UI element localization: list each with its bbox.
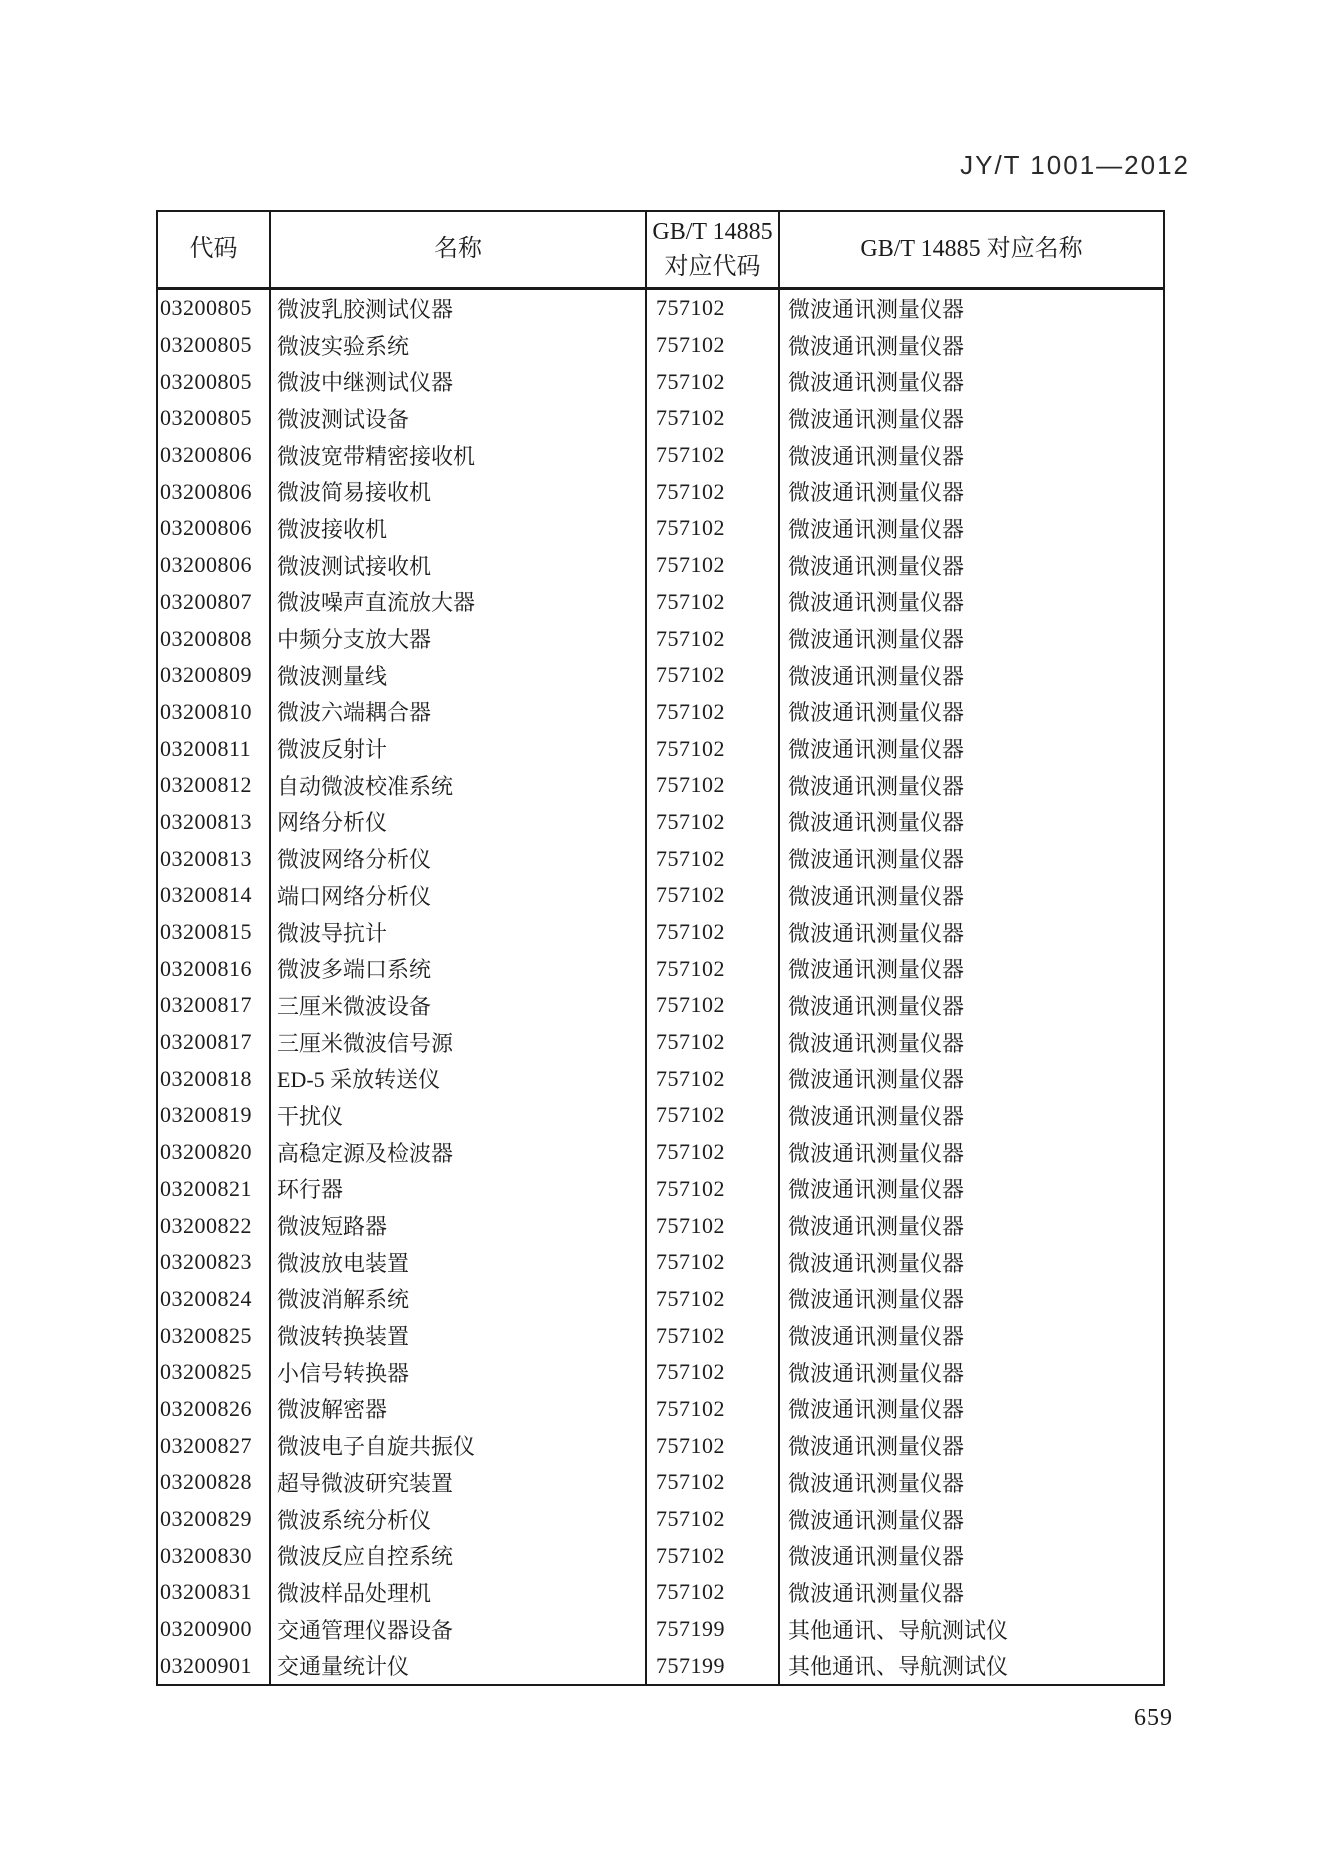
cell-gb-name: 其他通讯、导航测试仪 — [779, 1647, 1164, 1685]
cell-gb-name: 微波通讯测量仪器 — [779, 547, 1164, 584]
cell-gb-name: 其他通讯、导航测试仪 — [779, 1611, 1164, 1648]
cell-gb-code: 757102 — [646, 914, 779, 951]
table-row — [157, 877, 1164, 914]
cell-name: 微波导抗计 — [270, 914, 646, 951]
cell-gb-name: 微波通讯测量仪器 — [779, 1501, 1164, 1538]
cell-code: 03200813 — [160, 845, 252, 871]
cell-gb-code: 757102 — [646, 877, 779, 914]
cell-gb-code: 757199 — [646, 1611, 779, 1648]
cell-name: 小信号转换器 — [270, 1354, 646, 1391]
cell-code: 03200805 — [160, 405, 252, 431]
cell-code: 03200806 — [160, 442, 252, 468]
cell-gb-code: 757102 — [646, 1281, 779, 1318]
cell-gb-code: 757102 — [646, 1391, 779, 1428]
cell-gb-code: 757102 — [646, 363, 779, 400]
cell-name: 微波系统分析仪 — [270, 1501, 646, 1538]
cell-code: 03200828 — [160, 1469, 252, 1495]
cell-name: 微波宽带精密接收机 — [270, 437, 646, 474]
cell-name: ED-5 采放转送仪 — [270, 1060, 646, 1097]
cell-name: 网络分析仪 — [270, 804, 646, 841]
cell-code: 03200812 — [160, 772, 252, 798]
cell-gb-name: 微波通讯测量仪器 — [779, 1207, 1164, 1244]
cell-gb-name: 微波通讯测量仪器 — [779, 1281, 1164, 1318]
table-row — [157, 1574, 1164, 1611]
cell-code: 03200805 — [160, 368, 252, 394]
cell-code: 03200814 — [160, 882, 252, 908]
cell-code: 03200815 — [160, 919, 252, 945]
cell-name: 微波实验系统 — [270, 327, 646, 364]
cell-gb-code: 757102 — [646, 1244, 779, 1281]
cell-code: 03200806 — [160, 478, 252, 504]
cell-name: 微波噪声直流放大器 — [270, 584, 646, 621]
cell-gb-code: 757102 — [646, 584, 779, 621]
cell-name: 三厘米微波设备 — [270, 987, 646, 1024]
cell-gb-code: 757102 — [646, 1574, 779, 1611]
cell-gb-code: 757102 — [646, 1171, 779, 1208]
cell-gb-name: 微波通讯测量仪器 — [779, 1354, 1164, 1391]
cell-gb-name: 微波通讯测量仪器 — [779, 437, 1164, 474]
cell-gb-name: 微波通讯测量仪器 — [779, 400, 1164, 437]
cell-name: 微波接收机 — [270, 510, 646, 547]
cell-gb-name: 微波通讯测量仪器 — [779, 1537, 1164, 1574]
cell-gb-name: 微波通讯测量仪器 — [779, 730, 1164, 767]
cell-code: 03200827 — [160, 1432, 252, 1458]
table-row — [157, 767, 1164, 804]
cell-name: 微波简易接收机 — [270, 473, 646, 510]
cell-gb-name: 微波通讯测量仪器 — [779, 1060, 1164, 1097]
cell-code: 03200805 — [160, 295, 252, 321]
cell-gb-name: 微波通讯测量仪器 — [779, 584, 1164, 621]
cell-gb-code: 757102 — [646, 1317, 779, 1354]
cell-gb-code: 757102 — [646, 950, 779, 987]
table-row — [157, 1464, 1164, 1501]
cell-gb-name: 微波通讯测量仪器 — [779, 1317, 1164, 1354]
cell-gb-name: 微波通讯测量仪器 — [779, 327, 1164, 364]
table-row — [157, 1171, 1164, 1208]
table-row — [157, 694, 1164, 731]
table-row — [157, 289, 1164, 327]
cell-name: 交通量统计仪 — [270, 1647, 646, 1685]
cell-gb-code: 757102 — [646, 1097, 779, 1134]
cell-gb-code: 757102 — [646, 1060, 779, 1097]
cell-name: 交通管理仪器设备 — [270, 1611, 646, 1648]
cell-gb-name: 微波通讯测量仪器 — [779, 1464, 1164, 1501]
cell-name: 微波中继测试仪器 — [270, 363, 646, 400]
table-row — [157, 510, 1164, 547]
cell-gb-code: 757102 — [646, 473, 779, 510]
table-row — [157, 400, 1164, 437]
cell-code: 03200825 — [160, 1359, 252, 1385]
cell-name: 微波六端耦合器 — [270, 694, 646, 731]
cell-gb-name: 微波通讯测量仪器 — [779, 473, 1164, 510]
cell-gb-code: 757199 — [646, 1647, 779, 1685]
cell-code: 03200809 — [160, 662, 252, 688]
cell-code: 03200808 — [160, 625, 252, 651]
cell-gb-code: 757102 — [646, 1354, 779, 1391]
cell-gb-name: 微波通讯测量仪器 — [779, 987, 1164, 1024]
cell-gb-code: 757102 — [646, 1207, 779, 1244]
cell-code: 03200816 — [160, 955, 252, 981]
cell-name: 微波样品处理机 — [270, 1574, 646, 1611]
table-row — [157, 437, 1164, 474]
cell-name: 自动微波校准系统 — [270, 767, 646, 804]
cell-gb-name: 微波通讯测量仪器 — [779, 877, 1164, 914]
cell-code: 03200831 — [160, 1579, 252, 1605]
table-row — [157, 987, 1164, 1024]
cell-gb-code: 757102 — [646, 400, 779, 437]
cell-gb-name: 微波通讯测量仪器 — [779, 950, 1164, 987]
cell-gb-code: 757102 — [646, 1464, 779, 1501]
cell-name: 干扰仪 — [270, 1097, 646, 1134]
column-header-gb-code-line1: GB/T 14885 — [652, 218, 773, 245]
cell-code: 03200807 — [160, 588, 252, 614]
cell-name: 微波转换装置 — [270, 1317, 646, 1354]
table-row — [157, 1317, 1164, 1354]
cell-gb-name: 微波通讯测量仪器 — [779, 840, 1164, 877]
cell-gb-name: 微波通讯测量仪器 — [779, 289, 1164, 327]
cell-gb-name: 微波通讯测量仪器 — [779, 1024, 1164, 1061]
table-row — [157, 1097, 1164, 1134]
cell-name: 微波消解系统 — [270, 1281, 646, 1318]
cell-gb-name: 微波通讯测量仪器 — [779, 1574, 1164, 1611]
cell-gb-name: 微波通讯测量仪器 — [779, 694, 1164, 731]
cell-code: 03200900 — [160, 1616, 252, 1642]
cell-gb-code: 757102 — [646, 1134, 779, 1171]
table-row — [157, 950, 1164, 987]
table-row — [157, 363, 1164, 400]
cell-code: 03200817 — [160, 1029, 252, 1055]
cell-gb-code: 757102 — [646, 510, 779, 547]
cell-gb-name: 微波通讯测量仪器 — [779, 804, 1164, 841]
cell-name: 高稳定源及检波器 — [270, 1134, 646, 1171]
table-row — [157, 1647, 1164, 1685]
cell-name: 微波电子自旋共振仪 — [270, 1427, 646, 1464]
table-row — [157, 1537, 1164, 1574]
cell-code: 03200821 — [160, 1175, 252, 1201]
table-row — [157, 1281, 1164, 1318]
table-row — [157, 914, 1164, 951]
cell-gb-name: 微波通讯测量仪器 — [779, 510, 1164, 547]
cell-code: 03200806 — [160, 552, 252, 578]
table-row — [157, 1611, 1164, 1648]
table-row — [157, 1207, 1164, 1244]
table-row — [157, 1501, 1164, 1538]
cell-gb-code: 757102 — [646, 1537, 779, 1574]
code-mapping-table — [156, 210, 1165, 1686]
cell-name: 微波测试接收机 — [270, 547, 646, 584]
cell-code: 03200806 — [160, 515, 252, 541]
cell-gb-name: 微波通讯测量仪器 — [779, 1244, 1164, 1281]
cell-gb-name: 微波通讯测量仪器 — [779, 363, 1164, 400]
table-row — [157, 547, 1164, 584]
cell-gb-code: 757102 — [646, 437, 779, 474]
table-row — [157, 730, 1164, 767]
table-row — [157, 657, 1164, 694]
cell-name: 微波测试设备 — [270, 400, 646, 437]
cell-code: 03200805 — [160, 332, 252, 358]
cell-gb-code: 757102 — [646, 767, 779, 804]
cell-gb-name: 微波通讯测量仪器 — [779, 620, 1164, 657]
cell-name: 微波放电装置 — [270, 1244, 646, 1281]
cell-gb-code: 757102 — [646, 730, 779, 767]
table-row — [157, 1427, 1164, 1464]
cell-gb-name: 微波通讯测量仪器 — [779, 914, 1164, 951]
cell-name: 微波网络分析仪 — [270, 840, 646, 877]
cell-code: 03200818 — [160, 1065, 252, 1091]
cell-gb-name: 微波通讯测量仪器 — [779, 657, 1164, 694]
cell-gb-name: 微波通讯测量仪器 — [779, 1427, 1164, 1464]
cell-name: 微波测量线 — [270, 657, 646, 694]
table-row — [157, 584, 1164, 621]
cell-code: 03200825 — [160, 1322, 252, 1348]
cell-gb-name: 微波通讯测量仪器 — [779, 1171, 1164, 1208]
table-row — [157, 473, 1164, 510]
column-header-gb-name: GB/T 14885 对应名称 — [779, 211, 1164, 289]
table-row — [157, 1060, 1164, 1097]
cell-name: 微波反应自控系统 — [270, 1537, 646, 1574]
cell-code: 03200824 — [160, 1285, 252, 1311]
cell-name: 三厘米微波信号源 — [270, 1024, 646, 1061]
cell-gb-name: 微波通讯测量仪器 — [779, 1134, 1164, 1171]
table-row — [157, 327, 1164, 364]
table-row — [157, 1134, 1164, 1171]
cell-code: 03200817 — [160, 992, 252, 1018]
cell-gb-code: 757102 — [646, 547, 779, 584]
cell-code: 03200822 — [160, 1212, 252, 1238]
cell-code: 03200830 — [160, 1542, 252, 1568]
cell-gb-code: 757102 — [646, 1024, 779, 1061]
cell-gb-code: 757102 — [646, 1501, 779, 1538]
cell-name: 微波解密器 — [270, 1391, 646, 1428]
cell-code: 03200819 — [160, 1102, 252, 1128]
table-row — [157, 840, 1164, 877]
cell-name: 超导微波研究装置 — [270, 1464, 646, 1501]
table-row — [157, 804, 1164, 841]
cell-code: 03200810 — [160, 698, 252, 724]
cell-name: 微波短路器 — [270, 1207, 646, 1244]
table-row — [157, 1244, 1164, 1281]
column-header-gb-code — [646, 211, 779, 289]
cell-name: 微波反射计 — [270, 730, 646, 767]
column-header-gb-code-line2: 对应代码 — [664, 253, 761, 280]
cell-name: 端口网络分析仪 — [270, 877, 646, 914]
cell-name: 微波多端口系统 — [270, 950, 646, 987]
cell-gb-code: 757102 — [646, 694, 779, 731]
cell-name: 环行器 — [270, 1171, 646, 1208]
cell-gb-code: 757102 — [646, 289, 779, 327]
cell-code: 03200826 — [160, 1395, 252, 1421]
page-number: 659 — [1134, 1705, 1173, 1731]
cell-gb-code: 757102 — [646, 840, 779, 877]
table-row — [157, 1024, 1164, 1061]
cell-gb-code: 757102 — [646, 804, 779, 841]
cell-code: 03200813 — [160, 808, 252, 834]
table-body — [157, 289, 1164, 1686]
cell-gb-name: 微波通讯测量仪器 — [779, 1391, 1164, 1428]
cell-name: 微波乳胶测试仪器 — [270, 289, 646, 327]
cell-gb-code: 757102 — [646, 620, 779, 657]
cell-gb-name: 微波通讯测量仪器 — [779, 767, 1164, 804]
column-header-code: 代码 — [157, 211, 270, 289]
table-row — [157, 1354, 1164, 1391]
cell-name: 中频分支放大器 — [270, 620, 646, 657]
table-header-row — [157, 211, 1164, 289]
cell-code: 03200811 — [160, 735, 252, 761]
cell-gb-code: 757102 — [646, 327, 779, 364]
document-standard-number: JY/T 1001—2012 — [960, 150, 1190, 180]
cell-code: 03200829 — [160, 1506, 252, 1532]
table-row — [157, 620, 1164, 657]
table-row — [157, 1391, 1164, 1428]
cell-gb-code: 757102 — [646, 657, 779, 694]
column-header-name: 名称 — [270, 211, 646, 289]
cell-code: 03200823 — [160, 1249, 252, 1275]
cell-gb-code: 757102 — [646, 987, 779, 1024]
cell-gb-code: 757102 — [646, 1427, 779, 1464]
cell-code: 03200820 — [160, 1139, 252, 1165]
cell-code: 03200901 — [160, 1652, 252, 1678]
cell-gb-name: 微波通讯测量仪器 — [779, 1097, 1164, 1134]
